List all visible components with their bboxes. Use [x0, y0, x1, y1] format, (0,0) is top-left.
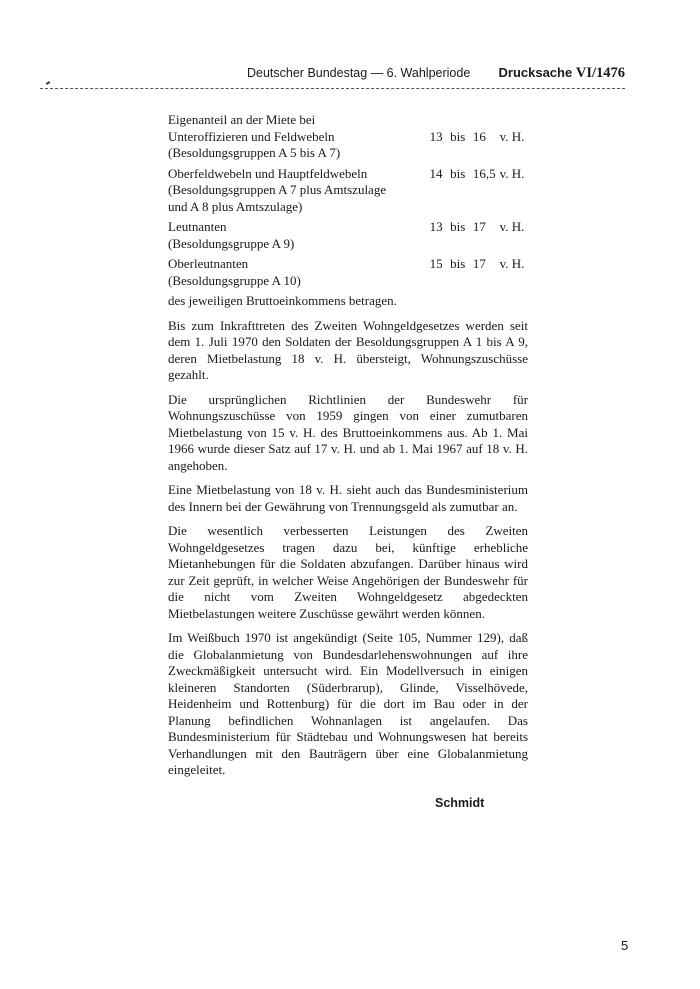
rate-unit: v. H. — [499, 256, 525, 271]
body-paragraph: des jeweiligen Bruttoeinkommens betragen. — [168, 293, 397, 308]
rate-bis: bis — [450, 256, 466, 271]
rate-to: 16,5 — [472, 165, 496, 181]
rate-label: und A 8 plus Amtszulage) — [168, 198, 303, 214]
rate-to: 16 — [472, 128, 486, 144]
rate-bis: bis — [450, 165, 466, 181]
rate-bis: bis — [450, 219, 466, 234]
rate-label: Oberfeldwebeln und Hauptfeldwebeln — [168, 165, 368, 181]
drucksache-label: Drucksache — [498, 65, 573, 80]
rate-bis: bis — [450, 128, 466, 144]
rate-line — [168, 166, 528, 183]
rate-entry — [168, 112, 528, 162]
signature: Schmidt — [435, 796, 485, 810]
rate-label: (Besoldungsgruppe A 9) — [168, 235, 295, 251]
rate-label: Eigenanteil an der Miete bei — [168, 112, 316, 127]
body-paragraph: Eine Mietbelastung von 18 v. H. sieht auch das Bundesministerium des Innern bei der Gewährung von Trennungsgeld als zumutbar an. — [168, 482, 528, 514]
document-body — [168, 112, 528, 787]
header-drucksache — [499, 65, 626, 82]
rate-line — [168, 273, 528, 290]
rate-from: 13 — [429, 219, 443, 234]
page-header — [40, 66, 625, 88]
rate-label: (Besoldungsgruppe A 10) — [168, 272, 301, 288]
rate-label: (Besoldungsgruppen A 7 plus Amtszulage — [168, 182, 387, 197]
rate-line — [168, 256, 528, 273]
rate-unit: v. H. — [499, 128, 525, 144]
rate-line — [168, 182, 528, 199]
rate-line — [168, 145, 528, 162]
rate-entry — [168, 219, 528, 252]
rate-from: 14 — [429, 165, 443, 181]
rate-entry — [168, 256, 528, 289]
rate-line — [168, 219, 528, 236]
rates-table — [168, 112, 528, 289]
rate-entry — [168, 166, 528, 216]
drucksache-number: VI/1476 — [575, 65, 625, 81]
body-paragraph: Im Weißbuch 1970 ist angekündigt (Seite 105, Nummer 129), daß die Globalanmietung von Bundesdarlehenswohnungen auf ihre Zweckmäßigkeit untersucht wird. Ein Modellversuch in einigen kleineren Standorten (Süderbrarup), Glinde, Visselhövede, Heidenheim und Rottenburg) für die dort im Bau oder in der Planung befindlichen Wohnanlagen ist angelaufen. Das Bundesministerium für Städtebau und Wohnungswesen hat bereits Verhandlungen mit den Bauträgern über eine Globalanmietung eingeleitet. — [168, 630, 528, 777]
rate-line — [168, 236, 528, 253]
page-number: 5 — [621, 938, 629, 953]
rate-line — [168, 112, 528, 129]
rate-label: Leutnanten — [168, 219, 227, 234]
rate-unit: v. H. — [499, 219, 525, 234]
body-paragraph: Die wesentlich verbesserten Leistungen des Zweiten Wohngeldgesetzes tragen dazu bei, künftige erhebliche Mietanhebungen für die Soldaten abzufangen. Darüber hinaus wird zur Zeit geprüft, in welcher Weise Angehörigen der Bundeswehr für die nicht vom Zweiten Wohngeldgesetz abgedeckten Mietbelastungen weitere Zuschüsse gewährt werden können. — [168, 523, 528, 621]
header-rule — [40, 88, 625, 89]
paragraphs — [168, 293, 528, 779]
body-paragraph: Die ursprünglichen Richtlinien der Bundeswehr für Wohnungszuschüsse von 1959 gingen von einer zumutbaren Mietbelastung von 15 v. H. des Bruttoeinkommens aus. Ab 1. Mai 1966 wurde dieser Satz auf 17 v. H. und ab 1. Mai 1967 auf 18 v. H. angehoben. — [168, 391, 528, 473]
rate-label: Unteroffizieren und Feldwebeln — [168, 128, 335, 144]
rate-from: 15 — [429, 256, 443, 271]
rate-to: 17 — [472, 256, 486, 271]
rate-label: Oberleutnanten — [168, 256, 249, 271]
header-period: Deutscher Bundestag — 6. Wahlperiode — [247, 66, 471, 80]
rate-unit: v. H. — [499, 165, 525, 181]
rate-to: 17 — [472, 219, 486, 234]
rate-from: 13 — [429, 128, 443, 144]
body-paragraph: Bis zum Inkrafttreten des Zweiten Wohngeldgesetzes werden seit dem 1. Juli 1970 den Soldaten der Besoldungsgruppen A 1 bis A 9, deren Mietbelastung 18 v. H. übersteigt, Wohnungszuschüsse gezahlt. — [168, 317, 528, 382]
rate-line — [168, 129, 528, 146]
rate-line — [168, 199, 528, 216]
rate-label: (Besoldungsgruppen A 5 bis A 7) — [168, 145, 341, 160]
